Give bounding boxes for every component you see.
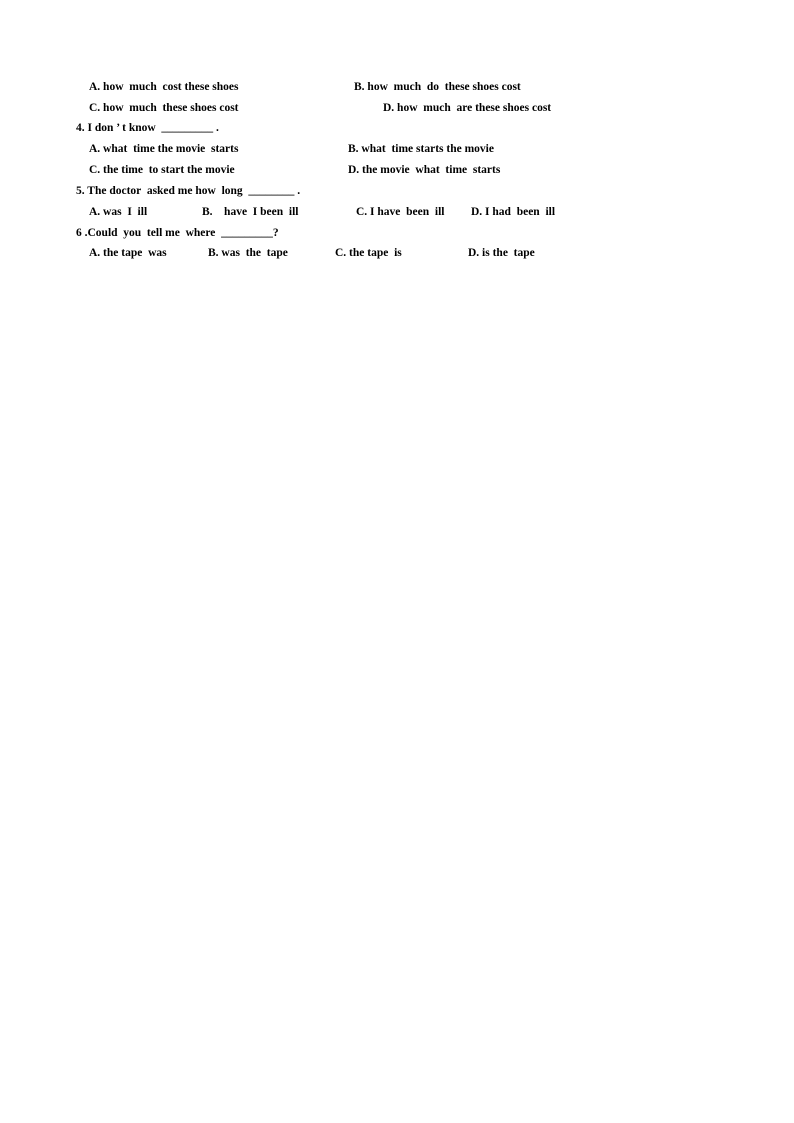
q5-option-d: D. I had been ill [471,206,556,218]
q6-stem: 6 .Could you tell me where _________? [76,227,279,239]
q6-option-a: A. the tape was [89,247,167,259]
q4-option-d: D. the movie what time starts [348,164,501,176]
q3-option-a: A. how much cost these shoes [89,81,239,93]
q4-option-b: B. what time starts the movie [348,143,494,155]
q5-option-c: C. I have been ill [356,206,445,218]
q4-option-c: C. the time to start the movie [89,164,235,176]
q6-option-d: D. is the tape [468,247,535,259]
q3-option-b: B. how much do these shoes cost [354,81,521,93]
q6-option-c: C. the tape is [335,247,402,259]
q5-stem: 5. The doctor asked me how long ________ . [76,185,301,197]
q3-option-c: C. how much these shoes cost [89,102,239,114]
q4-stem: 4. I don ’ t know _________ . [76,122,219,134]
q5-option-a: A. was I ill [89,206,148,218]
q6-option-b: B. was the tape [208,247,288,259]
q3-option-d: D. how much are these shoes cost [383,102,552,114]
q5-option-b: B. have I been ill [202,206,299,218]
q4-option-a: A. what time the movie starts [89,143,239,155]
